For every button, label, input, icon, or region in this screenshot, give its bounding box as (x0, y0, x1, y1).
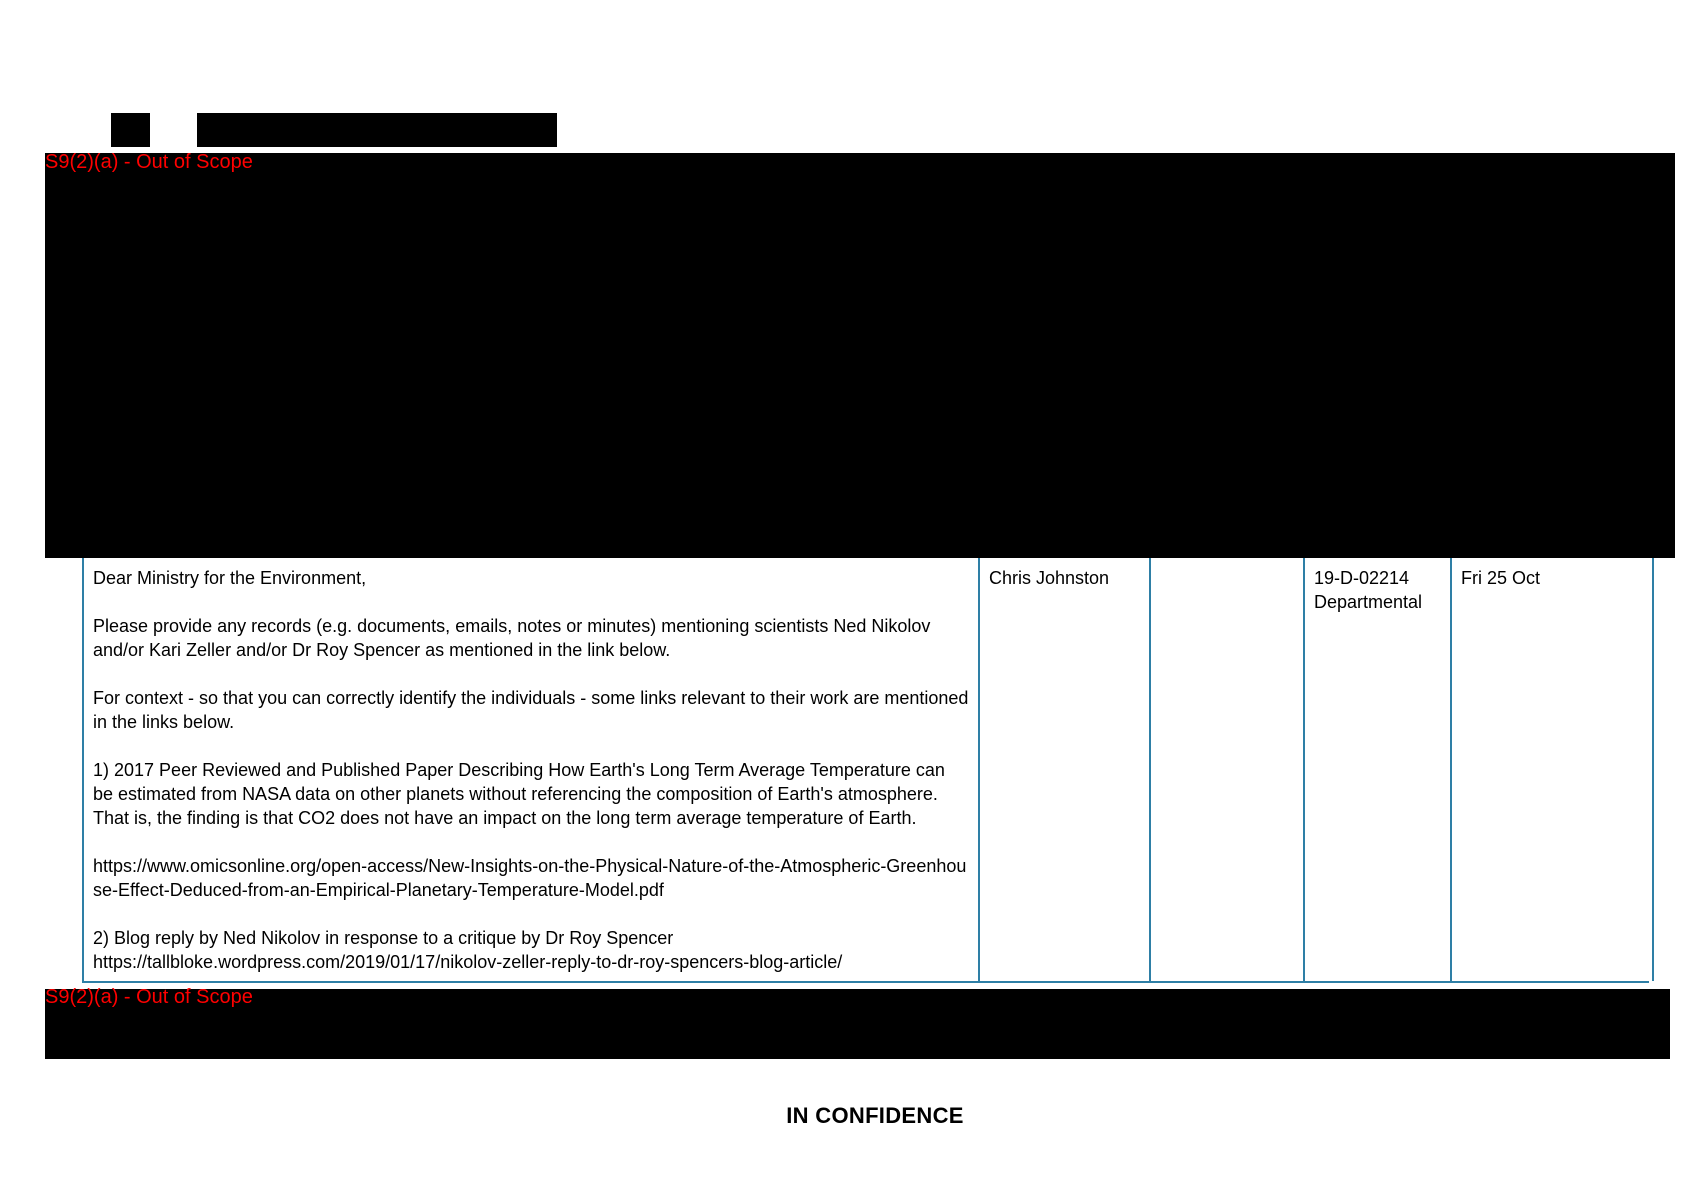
request-paragraph-3: 1) 2017 Peer Reviewed and Published Paper Describing How Earth's Long Term Average Temperature can be estimated from NASA data on other planets without referencing the composition of Earth's atmosphere. That is, the finding is that CO2 does not have an impact on the long term average temperature of Earth. (93, 760, 945, 828)
requester-name: Chris Johnston (989, 568, 1110, 588)
request-date: Fri 25 Oct (1461, 568, 1541, 588)
request-link-2[interactable]: https://tallbloke.wordpress.com/2019/01/17/nikolov-zeller-reply-to-dr-roy-spencers-blog-article/ (93, 952, 843, 972)
request-link-1[interactable]: https://www.omicsonline.org/open-access/New-Insights-on-the-Physical-Nature-of-the-Atmospheric-Greenhouse-Effect-Deduced-from-an-Empirical-Planetary-Temperature-Model.pdf (93, 856, 967, 900)
request-paragraph-1: Please provide any records (e.g. documents, emails, notes or minutes) mentioning scientists Ned Nikolov and/or Kari Zeller and/or Dr Roy Spencer as mentioned in the link below. (93, 616, 931, 660)
confidentiality-footer: IN CONFIDENCE (786, 1103, 964, 1128)
redaction-label-top: S9(2)(a) - Out of Scope (45, 151, 253, 173)
request-text-cell (84, 558, 980, 981)
redaction-block-top (45, 153, 1675, 558)
header-redaction-small (111, 113, 150, 147)
request-greeting: Dear Ministry for the Environment, (93, 568, 367, 588)
reference-type: Departmental (1314, 592, 1423, 612)
date-cell (1452, 558, 1654, 981)
reference-cell (1305, 558, 1452, 981)
empty-cell (1151, 558, 1305, 981)
request-table-row (82, 558, 1649, 983)
redaction-block-bottom (45, 989, 1670, 1059)
request-paragraph-4 (93, 926, 969, 974)
requester-cell (980, 558, 1151, 981)
redaction-label-bottom: S9(2)(a) - Out of Scope (45, 986, 253, 1008)
request-paragraph-4-text: 2) Blog reply by Ned Nikolov in response to a critique by Dr Roy Spencer (93, 928, 674, 948)
request-paragraph-2: For context - so that you can correctly identify the individuals - some links relevant to their work are mentioned in the links below. (93, 688, 969, 732)
reference-number: 19-D-02214 (1314, 568, 1410, 588)
header-redaction-wide (197, 113, 557, 147)
